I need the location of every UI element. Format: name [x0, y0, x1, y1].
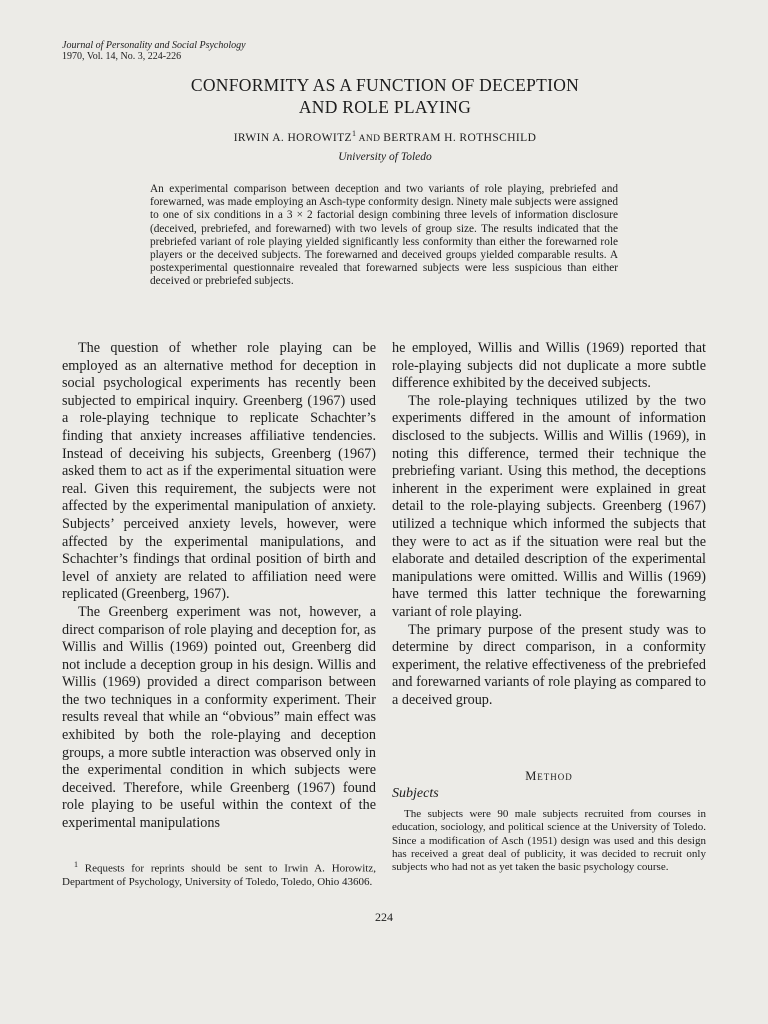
author-1: IRWIN A. HOROWITZ — [233, 131, 352, 144]
journal-citation: 1970, Vol. 14, No. 3, 224-226 — [62, 51, 182, 62]
subjects-subheading: Subjects — [392, 786, 439, 801]
journal-name: Journal of Personality and Social Psychology — [62, 40, 246, 51]
left-column — [62, 340, 376, 833]
left-paragraph-1: The question of whether role playing can be employed as an alternative method for deception in social psychological experiments has recently been subjected to empirical inquiry. Greenberg (1967) used a role-playing technique to replicate Schachter’s finding that anxiety increases affiliative tendencies. Instead of deceiving his subjects, Greenberg (1967) asked them to act as if the experimental situation were real. Given this requirement, the subjects were not affected by the experimental manipulation of anxiety. Subjects’ perceived anxiety levels, however, were affected by the experimental manipulations, and Schachter’s findings that ordinal position of birth and level of anxiety are related to affiliation need were replicated (Greenberg, 1967). — [62, 340, 376, 603]
author-list — [90, 129, 680, 144]
right-paragraph-1: he employed, Willis and Willis (1969) reported that role-playing subjects did not duplicate a more subtle difference exhibited by the deceived subjects. — [392, 340, 706, 392]
author-2: BERTRAM H. ROTHSCHILD — [383, 131, 537, 144]
article-title — [90, 74, 680, 118]
author-conjunction: AND — [356, 133, 384, 144]
journal-header — [62, 40, 246, 62]
title-line-2: AND ROLE PLAYING — [298, 97, 472, 117]
subjects-text: The subjects were 90 male subjects recruited from courses in education, sociology, and political science at the University of Toledo. Since a modification of Asch (1951) design was used and this design has received a great deal of publicity, it was decided to recruit only subjects who had not as yet taken the basic psychology course. — [392, 808, 706, 874]
right-paragraph-2: The role-playing techniques utilized by the two experiments differed in the amount of information disclosed to the subjects. Willis and Willis (1969), in noting this difference, termed their technique the prebriefing variant. Using this method, the deceptions inherent in the experiment were explained in great detail to the role-playing subjects. Greenberg (1967) utilized a technique which informed the subjects that they were to act as if the situation were real but the elaborate and detailed description of the experimental manipulations were omitted. Willis and Willis (1969) have termed this latter technique the forewarning variant of role playing. — [392, 392, 706, 620]
title-line-1: CONFORMITY AS A FUNCTION OF DECEPTION — [190, 75, 580, 95]
footnote-mark: 1 — [74, 860, 78, 869]
page-number: 224 — [375, 910, 393, 924]
footnote — [62, 858, 376, 889]
affiliation: University of Toledo — [338, 151, 432, 163]
abstract: An experimental comparison between deception and two variants of role playing, prebriefed and forewarned, was made employing an Asch-type conformity design. Ninety male subjects were assigned to one of six conditions in a 3 × 2 factorial design combining three levels of information disclosure (deceived, prebriefed, and forewarned) with two levels of group size. The results indicated that the prebriefed variant of role playing yielded significantly less conformity than either the forewarned role players or the deceived subjects. The forewarned and deceived groups yielded comparable results. A postexperimental questionnaire revealed that forewarned subjects were less suspicious than either deceived or prebriefed subjects. — [150, 183, 618, 288]
left-paragraph-2: The Greenberg experiment was not, however, a direct comparison of role playing and deception for, as Willis and Willis (1969) pointed out, Greenberg did not include a deception group in his design. Willis and Willis (1969) provided a direct comparison between the two techniques in a conformity experiment. Their results reveal that while an “obvious” main effect was exhibited by both the role-playing and deception groups, a more subtle interaction was observed only in the experimental condition in which subjects were deceived. Therefore, while Greenberg (1967) found role playing to be useful within the context of the experimental manipulations — [62, 603, 376, 832]
right-paragraph-3: The primary purpose of the present study was to determine by direct comparison, in a conformity experiment, the relative effectiveness of the prebriefed and forewarned variants of role playing as compared to a deceived group. — [392, 621, 706, 708]
right-column — [392, 340, 706, 709]
author-footnote-mark: 1 — [351, 129, 357, 138]
footnote-text: Requests for reprints should be sent to Irwin A. Horowitz, Department of Psychology, University of Toledo, Toledo, Ohio 43606. — [62, 862, 376, 888]
method-heading: Method — [525, 769, 573, 783]
